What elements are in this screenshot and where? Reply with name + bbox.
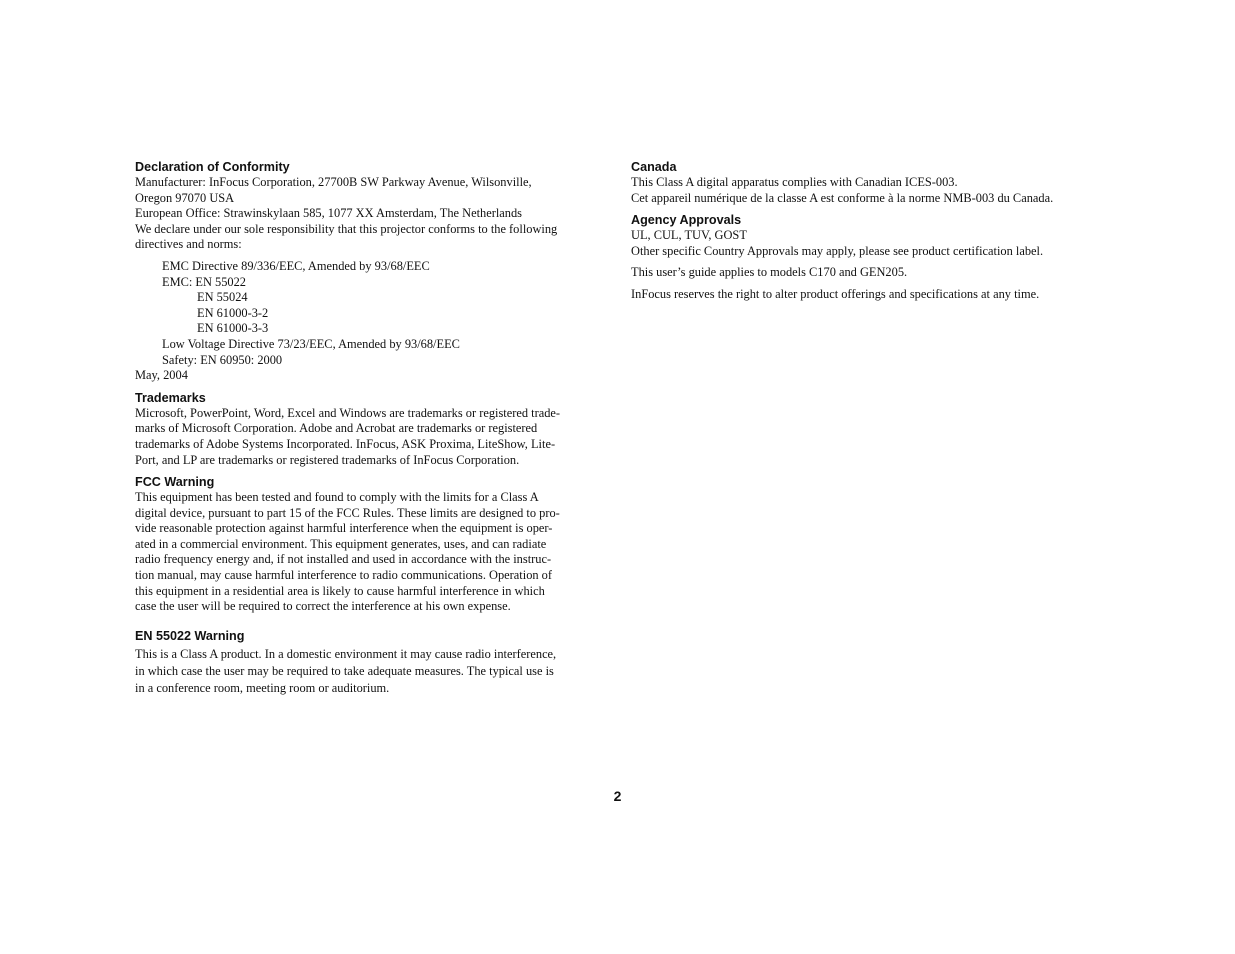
left-column xyxy=(135,159,607,697)
models-note: This user’s guide applies to models C170 and GEN205. xyxy=(631,265,908,280)
fcc-line: this equipment in a residential area is likely to cause harmful interference in which xyxy=(135,583,545,598)
european-office: European Office: Strawinskylaan 585, 1077 XX Amsterdam, The Netherlands xyxy=(135,206,523,221)
fcc-line: tion manual, may cause harmful interference to radio communications. Operation of xyxy=(135,568,553,583)
en55022-line: This is a Class A product. In a domestic environment it may cause radio interference, xyxy=(135,646,557,661)
directive-item: EN 61000-3-2 xyxy=(197,305,269,320)
manufacturer-line-1: Manufacturer: InFocus Corporation, 27700B SW Parkway Avenue, Wilsonville, xyxy=(135,175,532,189)
declare-line-1: We declare under our sole responsibility that this projector conforms to the following xyxy=(135,221,558,236)
directives-list xyxy=(135,259,607,368)
directive-item: EMC Directive 89/336/EEC, Amended by 93/68/EEC xyxy=(162,258,430,273)
page-number: 2 xyxy=(613,788,622,804)
canada-line-2: Cet appareil numérique de la classe A est conforme à la norme NMB-003 du Canada. xyxy=(631,190,1054,205)
canada-heading: Canada xyxy=(631,160,677,174)
declaration-heading: Declaration of Conformity xyxy=(135,160,290,174)
agency-approvals-heading: Agency Approvals xyxy=(631,213,742,228)
trademarks-heading: Trademarks xyxy=(135,390,206,405)
declaration-section xyxy=(135,159,607,384)
fcc-line: radio frequency energy and, if not installed and used in accordance with the instruc- xyxy=(135,552,552,567)
directive-item: Low Voltage Directive 73/23/EEC, Amended by 93/68/EEC xyxy=(162,336,460,351)
declare-line-2: directives and norms: xyxy=(135,237,242,252)
en55022-warning-heading: EN 55022 Warning xyxy=(135,628,245,643)
canada-line-1: This Class A digital apparatus complies with Canadian ICES-003. xyxy=(631,175,958,189)
directive-item: EMC: EN 55022 xyxy=(162,274,246,289)
en55022-warning-section xyxy=(135,628,607,697)
fcc-line: digital device, pursuant to part 15 of the FCC Rules. These limits are designed to pro- xyxy=(135,505,560,520)
right-column xyxy=(631,159,1106,303)
trademarks-line: Microsoft, PowerPoint, Word, Excel and Windows are trademarks or registered trade- xyxy=(135,405,561,420)
fcc-line: vide reasonable protection against harmful interference when the equipment is oper- xyxy=(135,521,553,536)
en55022-line: in a conference room, meeting room or auditorium. xyxy=(135,680,390,695)
trademarks-line: Port, and LP are trademarks or registered trademarks of InFocus Corporation. xyxy=(135,452,520,467)
fcc-warning-section xyxy=(135,474,607,615)
canada-section xyxy=(631,159,1106,206)
directive-item: EN 55024 xyxy=(197,290,248,305)
en55022-line: in which case the user may be required to take adequate measures. The typical use is xyxy=(135,663,554,678)
trademarks-section xyxy=(135,390,607,468)
directive-item: Safety: EN 60950: 2000 xyxy=(162,352,283,367)
manufacturer-line-2: Oregon 97070 USA xyxy=(135,190,235,205)
fcc-line: case the user will be required to correct the interference at his own expense. xyxy=(135,599,511,614)
fcc-line: This equipment has been tested and found to comply with the limits for a Class A xyxy=(135,490,539,505)
fcc-line: ated in a commercial environment. This equipment generates, uses, and can radiate xyxy=(135,536,547,551)
fcc-warning-heading: FCC Warning xyxy=(135,475,215,490)
agency-line-1: UL, CUL, TUV, GOST xyxy=(631,228,747,243)
agency-approvals-section xyxy=(631,212,1106,259)
declaration-date: May, 2004 xyxy=(135,368,188,383)
agency-line-2: Other specific Country Approvals may apply, please see product certification label. xyxy=(631,243,1044,258)
en55022-paragraph xyxy=(135,646,607,697)
trademarks-line: marks of Microsoft Corporation. Adobe and Acrobat are trademarks or registered xyxy=(135,421,538,436)
trademarks-line: trademarks of Adobe Systems Incorporated. InFocus, ASK Proxima, LiteShow, Lite- xyxy=(135,436,556,451)
directive-item: EN 61000-3-3 xyxy=(197,321,269,336)
rights-note: InFocus reserves the right to alter product offerings and specifications at any time. xyxy=(631,286,1040,301)
